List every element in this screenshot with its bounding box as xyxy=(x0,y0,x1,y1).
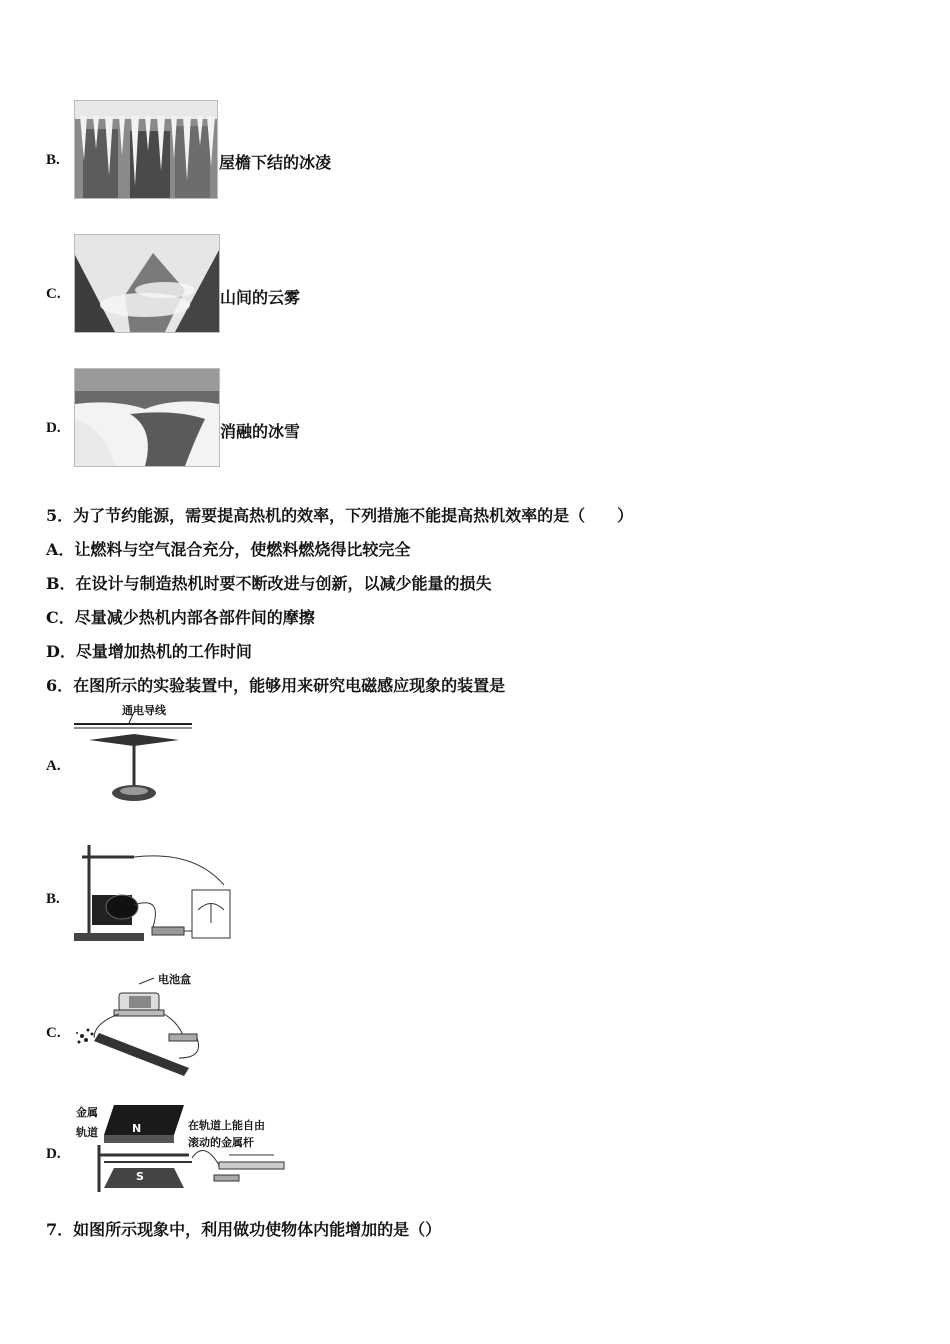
q6-option-letter-b: B. xyxy=(46,891,60,907)
oersted-experiment-diagram xyxy=(74,700,194,805)
battery-box-label: 电池盒 xyxy=(158,973,191,986)
option-letter-b: B. xyxy=(46,152,60,168)
question-5-option-b: B．在设计与制造热机时要不断改进与创新，以减少能量的损失 xyxy=(46,574,492,593)
melting-snow-photo xyxy=(74,368,220,467)
electromagnet-diagram xyxy=(74,968,204,1083)
option-caption-d: 消融的冰雪 xyxy=(220,422,301,441)
q6-option-letter-a: A. xyxy=(46,758,61,774)
rod-label-line1: 在轨道上能自由 xyxy=(188,1119,265,1132)
option-caption-b: 屋檐下结的冰凌 xyxy=(219,153,332,172)
q6-option-letter-c: C. xyxy=(46,1025,61,1041)
question-6-stem: 6．在图所示的实验装置中，能够用来研究电磁感应现象的装置是 xyxy=(46,676,506,695)
icicles-photo xyxy=(74,100,218,199)
question-5-option-a: A．让燃料与空气混合充分，使燃料燃烧得比较完全 xyxy=(46,540,411,559)
metal-label: 金属 xyxy=(76,1106,98,1119)
option-letter-c: C. xyxy=(46,286,61,302)
generator-coil-diagram xyxy=(74,835,234,945)
rail-magnet-diagram xyxy=(74,1100,289,1195)
question-7-stem: 7．如图所示现象中，利用做功使物体内能增加的是（） xyxy=(46,1220,442,1239)
q6-option-letter-d: D. xyxy=(46,1146,61,1162)
question-5-option-d: D．尽量增加热机的工作时间 xyxy=(46,642,252,661)
option-caption-c: 山间的云雾 xyxy=(220,288,301,307)
north-pole-label: N xyxy=(132,1122,142,1135)
rail-label: 轨道 xyxy=(76,1126,98,1139)
current-wire-label: 通电导线 xyxy=(122,704,166,717)
question-5-stem: 5．为了节约能源，需要提高热机的效率，下列措施不能提高热机效率的是（ ） xyxy=(46,506,634,525)
option-letter-d: D. xyxy=(46,420,61,436)
question-5-option-c: C．尽量减少热机内部各部件间的摩擦 xyxy=(46,608,315,627)
rod-label-line2: 滚动的金属杆 xyxy=(188,1136,254,1149)
mountain-mist-photo xyxy=(74,234,220,333)
south-pole-label: S xyxy=(136,1170,144,1183)
